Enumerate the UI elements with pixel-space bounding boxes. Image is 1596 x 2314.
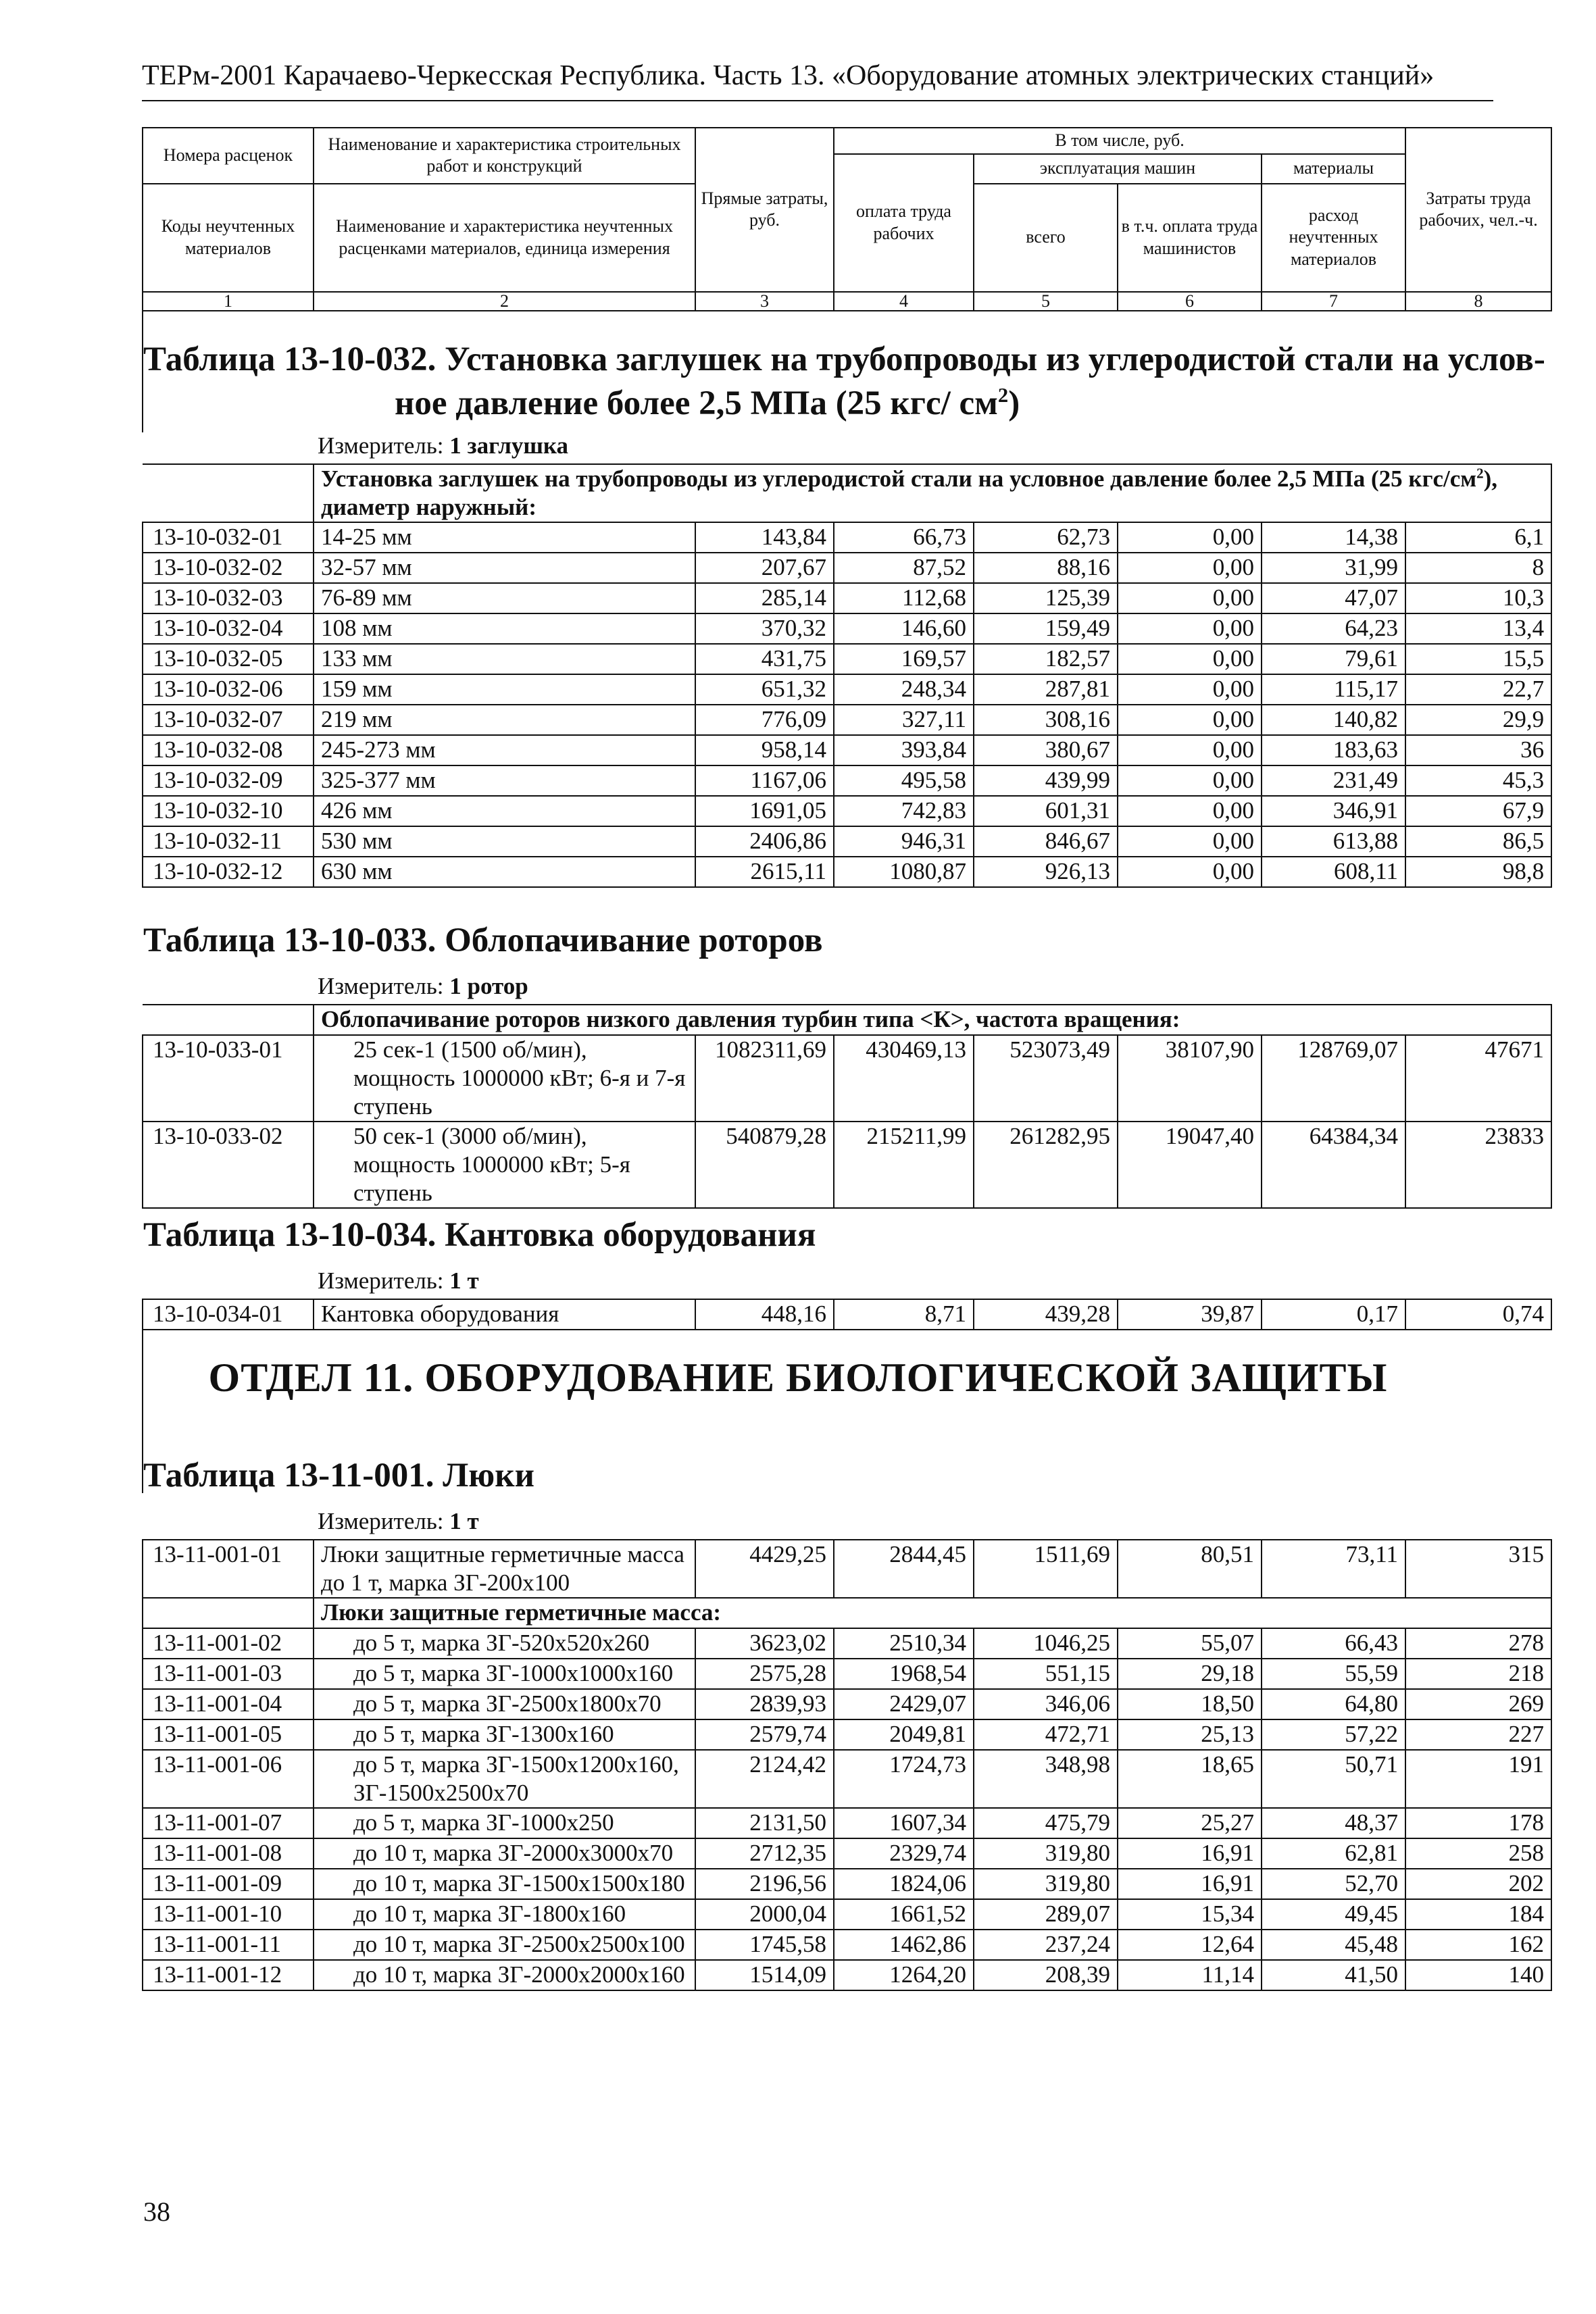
value-cell: 926,13 xyxy=(974,857,1118,887)
work-name: 219 мм xyxy=(314,705,695,735)
value-cell: 227 xyxy=(1405,1719,1551,1750)
col-number: 3 xyxy=(695,292,834,311)
value-cell: 846,67 xyxy=(974,826,1118,857)
value-cell: 16,91 xyxy=(1118,1869,1262,1899)
col-2-top: Наименование и характеристика строительных работ и конструкций xyxy=(314,128,695,184)
table-row xyxy=(143,705,1551,735)
col-number: 5 xyxy=(974,292,1118,311)
work-name: 14-25 мм xyxy=(314,522,695,553)
value-cell: 0,00 xyxy=(1118,583,1262,613)
value-cell: 0,00 xyxy=(1118,705,1262,735)
value-cell: 287,81 xyxy=(974,674,1118,705)
rate-code: 13-11-001-11 xyxy=(143,1930,314,1960)
table-row xyxy=(143,1299,1551,1330)
value-cell: 448,16 xyxy=(695,1299,834,1330)
value-cell: 1607,34 xyxy=(834,1808,974,1838)
value-cell: 0,00 xyxy=(1118,735,1262,765)
table-row xyxy=(143,857,1551,887)
rate-code: 13-10-032-12 xyxy=(143,857,314,887)
value-cell: 143,84 xyxy=(695,522,834,553)
value-cell: 0,00 xyxy=(1118,765,1262,796)
col-machines: эксплуатация машин xyxy=(974,154,1262,184)
header-rule xyxy=(142,100,1493,101)
rate-code: 13-10-032-07 xyxy=(143,705,314,735)
value-cell: 261282,95 xyxy=(974,1122,1118,1208)
value-cell: 1080,87 xyxy=(834,857,974,887)
page-header: ТЕРм-2001 Карачаево-Черкесская Республика. Часть 13. «Оборудование атомных электрических станций» xyxy=(142,60,1435,91)
work-name: до 5 т, марка ЗГ-1300х160 xyxy=(314,1719,695,1750)
value-cell: 393,84 xyxy=(834,735,974,765)
value-cell: 4429,25 xyxy=(695,1540,834,1598)
value-cell: 540879,28 xyxy=(695,1122,834,1208)
value-cell: 231,49 xyxy=(1262,765,1405,796)
value-cell: 601,31 xyxy=(974,796,1118,826)
work-name: 426 мм xyxy=(314,796,695,826)
table-row xyxy=(143,765,1551,796)
col-8: Затраты труда рабочих, чел.-ч. xyxy=(1405,128,1551,292)
col-2-bottom: Наименование и характеристика неучтенных расценками материалов, единица измерения xyxy=(314,184,695,292)
table-row xyxy=(143,1122,1551,1208)
table-row xyxy=(143,1540,1551,1598)
col-materials: материалы xyxy=(1262,154,1405,184)
value-cell: 22,7 xyxy=(1405,674,1551,705)
value-cell: 66,43 xyxy=(1262,1628,1405,1659)
table-row xyxy=(143,1838,1551,1869)
value-cell: 47671 xyxy=(1405,1035,1551,1122)
value-cell: 2712,35 xyxy=(695,1838,834,1869)
rate-code: 13-11-001-12 xyxy=(143,1960,314,1990)
value-cell: 248,34 xyxy=(834,674,974,705)
value-cell: 38107,90 xyxy=(1118,1035,1262,1122)
value-cell: 80,51 xyxy=(1118,1540,1262,1598)
value-cell: 178 xyxy=(1405,1808,1551,1838)
value-cell: 8,71 xyxy=(834,1299,974,1330)
col-1-top: Номера расценок xyxy=(143,128,314,184)
table-033-measure: Измеритель: 1 ротор xyxy=(318,973,528,999)
value-cell: 1724,73 xyxy=(834,1750,974,1808)
value-cell: 67,9 xyxy=(1405,796,1551,826)
rate-code: 13-11-001-03 xyxy=(143,1659,314,1689)
table-row xyxy=(143,1930,1551,1960)
value-cell: 98,8 xyxy=(1405,857,1551,887)
table-034 xyxy=(142,1299,1552,1330)
table-033-subhead: Облопачивание роторов низкого давления турбин типа <К>, частота вращения: xyxy=(314,1005,1551,1035)
work-name: до 5 т, марка ЗГ-2500х1800х70 xyxy=(314,1689,695,1719)
value-cell: 48,37 xyxy=(1262,1808,1405,1838)
table-row xyxy=(143,1808,1551,1838)
rate-code: 13-11-001-08 xyxy=(143,1838,314,1869)
value-cell: 776,09 xyxy=(695,705,834,735)
value-cell: 278 xyxy=(1405,1628,1551,1659)
table-row xyxy=(143,1598,1551,1628)
table-row xyxy=(143,1659,1551,1689)
work-name: до 10 т, марка ЗГ-1500х1500х180 xyxy=(314,1869,695,1899)
value-cell: 159,49 xyxy=(974,613,1118,644)
value-cell: 10,3 xyxy=(1405,583,1551,613)
value-cell: 14,38 xyxy=(1262,522,1405,553)
value-cell: 285,14 xyxy=(695,583,834,613)
col-7: расход неучтенных материалов xyxy=(1262,184,1405,292)
value-cell: 2575,28 xyxy=(695,1659,834,1689)
value-cell: 742,83 xyxy=(834,796,974,826)
value-cell: 208,39 xyxy=(974,1960,1118,1990)
value-cell: 15,34 xyxy=(1118,1899,1262,1930)
value-cell: 2131,50 xyxy=(695,1808,834,1838)
value-cell: 651,32 xyxy=(695,674,834,705)
table-row xyxy=(143,1899,1551,1930)
table-row xyxy=(143,613,1551,644)
work-name: 76-89 мм xyxy=(314,583,695,613)
value-cell: 1691,05 xyxy=(695,796,834,826)
table-row xyxy=(143,1628,1551,1659)
table-row xyxy=(143,1869,1551,1899)
table-001-subhead: Люки защитные герметичные масса: xyxy=(314,1598,1551,1628)
table-034-title: Таблица 13-10-034. Кантовка оборудования xyxy=(143,1216,816,1254)
value-cell: 207,67 xyxy=(695,553,834,583)
work-name: 245-273 мм xyxy=(314,735,695,765)
value-cell: 86,5 xyxy=(1405,826,1551,857)
value-cell: 315 xyxy=(1405,1540,1551,1598)
value-cell: 2429,07 xyxy=(834,1689,974,1719)
work-name: до 5 т, марка ЗГ-1000х1000х160 xyxy=(314,1659,695,1689)
value-cell: 218 xyxy=(1405,1659,1551,1689)
table-row xyxy=(143,1035,1551,1122)
value-cell: 0,74 xyxy=(1405,1299,1551,1330)
value-cell: 169,57 xyxy=(834,644,974,674)
value-cell: 25,13 xyxy=(1118,1719,1262,1750)
work-name: Кантовка оборудования xyxy=(314,1299,695,1330)
value-cell: 2000,04 xyxy=(695,1899,834,1930)
value-cell: 57,22 xyxy=(1262,1719,1405,1750)
work-name: 32-57 мм xyxy=(314,553,695,583)
col-6: в т.ч. оплата труда машинистов xyxy=(1118,184,1262,292)
col-number: 4 xyxy=(834,292,974,311)
value-cell: 258 xyxy=(1405,1838,1551,1869)
value-cell: 13,4 xyxy=(1405,613,1551,644)
table-row xyxy=(143,1719,1551,1750)
value-cell: 2124,42 xyxy=(695,1750,834,1808)
value-cell: 146,60 xyxy=(834,613,974,644)
table-032-title: Таблица 13-10-032. Установка заглушек на трубопроводы из углеродистой стали на услов- ное давление более 2,5 МПа (25 кгс/ $см^2$) xyxy=(143,341,1545,423)
value-cell: 269 xyxy=(1405,1689,1551,1719)
value-cell: 41,50 xyxy=(1262,1960,1405,1990)
value-cell: 39,87 xyxy=(1118,1299,1262,1330)
col-1-bottom: Коды неучтенных материалов xyxy=(143,184,314,292)
value-cell: 49,45 xyxy=(1262,1899,1405,1930)
value-cell: 184 xyxy=(1405,1899,1551,1930)
value-cell: 1082311,69 xyxy=(695,1035,834,1122)
table-001 xyxy=(142,1539,1552,1991)
rate-code: 13-10-033-02 xyxy=(143,1122,314,1208)
value-cell: 47,07 xyxy=(1262,583,1405,613)
value-cell: 1511,69 xyxy=(974,1540,1118,1598)
table-034-measure: Измеритель: 1 т xyxy=(318,1267,479,1294)
value-cell: 439,28 xyxy=(974,1299,1118,1330)
value-cell: 128769,07 xyxy=(1262,1035,1405,1122)
table-032 xyxy=(142,463,1552,888)
value-cell: 87,52 xyxy=(834,553,974,583)
value-cell: 140,82 xyxy=(1262,705,1405,735)
value-cell: 2049,81 xyxy=(834,1719,974,1750)
value-cell: 215211,99 xyxy=(834,1122,974,1208)
empty-cell xyxy=(143,1598,314,1628)
value-cell: 23833 xyxy=(1405,1122,1551,1208)
value-cell: 18,50 xyxy=(1118,1689,1262,1719)
value-cell: 319,80 xyxy=(974,1838,1118,1869)
rate-code: 13-10-032-10 xyxy=(143,796,314,826)
value-cell: 608,11 xyxy=(1262,857,1405,887)
column-header-table xyxy=(142,127,1552,311)
value-cell: 0,00 xyxy=(1118,522,1262,553)
rate-code: 13-10-032-04 xyxy=(143,613,314,644)
value-cell: 55,59 xyxy=(1262,1659,1405,1689)
value-cell: 125,39 xyxy=(974,583,1118,613)
value-cell: 6,1 xyxy=(1405,522,1551,553)
value-cell: 202 xyxy=(1405,1869,1551,1899)
rate-code: 13-10-032-09 xyxy=(143,765,314,796)
rate-code: 13-11-001-05 xyxy=(143,1719,314,1750)
value-cell: 45,48 xyxy=(1262,1930,1405,1960)
col-number: 6 xyxy=(1118,292,1262,311)
value-cell: 1514,09 xyxy=(695,1960,834,1990)
table-row xyxy=(143,583,1551,613)
value-cell: 55,07 xyxy=(1118,1628,1262,1659)
value-cell: 439,99 xyxy=(974,765,1118,796)
value-cell: 0,00 xyxy=(1118,644,1262,674)
table-032-measure: Измеритель: 1 заглушка xyxy=(318,432,569,459)
value-cell: 2406,86 xyxy=(695,826,834,857)
value-cell: 66,73 xyxy=(834,522,974,553)
value-cell: 88,16 xyxy=(974,553,1118,583)
value-cell: 431,75 xyxy=(695,644,834,674)
value-cell: 52,70 xyxy=(1262,1869,1405,1899)
value-cell: 29,18 xyxy=(1118,1659,1262,1689)
value-cell: 289,07 xyxy=(974,1899,1118,1930)
table-row xyxy=(143,522,1551,553)
section-title: ОТДЕЛ 11. ОБОРУДОВАНИЕ БИОЛОГИЧЕСКОЙ ЗАЩИТЫ xyxy=(208,1355,1388,1400)
value-cell: 1046,25 xyxy=(974,1628,1118,1659)
value-cell: 18,65 xyxy=(1118,1750,1262,1808)
value-cell: 2579,74 xyxy=(695,1719,834,1750)
value-cell: 946,31 xyxy=(834,826,974,857)
work-name: 25 сек-1 (1500 об/мин), мощность 1000000 кВт; 6-я и 7-я ступень xyxy=(314,1035,695,1122)
value-cell: 551,15 xyxy=(974,1659,1118,1689)
work-name: 530 мм xyxy=(314,826,695,857)
rate-code: 13-10-032-01 xyxy=(143,522,314,553)
value-cell: 1968,54 xyxy=(834,1659,974,1689)
value-cell: 1661,52 xyxy=(834,1899,974,1930)
value-cell: 183,63 xyxy=(1262,735,1405,765)
work-name: до 10 т, марка ЗГ-2500х2500х100 xyxy=(314,1930,695,1960)
value-cell: 613,88 xyxy=(1262,826,1405,857)
value-cell: 45,3 xyxy=(1405,765,1551,796)
value-cell: 19047,40 xyxy=(1118,1122,1262,1208)
col-number: 8 xyxy=(1405,292,1551,311)
work-name: Люки защитные герметичные масса до 1 т, марка ЗГ-200х100 xyxy=(314,1540,695,1598)
value-cell: 112,68 xyxy=(834,583,974,613)
col-3: Прямые затраты, руб. xyxy=(695,128,834,292)
table-row xyxy=(143,1750,1551,1808)
value-cell: 62,73 xyxy=(974,522,1118,553)
table-033-title: Таблица 13-10-033. Облопачивание роторов xyxy=(143,922,823,959)
value-cell: 430469,13 xyxy=(834,1035,974,1122)
value-cell: 15,5 xyxy=(1405,644,1551,674)
value-cell: 16,91 xyxy=(1118,1838,1262,1869)
rate-code: 13-10-033-01 xyxy=(143,1035,314,1122)
col-number: 7 xyxy=(1262,292,1405,311)
value-cell: 1264,20 xyxy=(834,1960,974,1990)
rate-code: 13-10-032-03 xyxy=(143,583,314,613)
value-cell: 348,98 xyxy=(974,1750,1118,1808)
value-cell: 1462,86 xyxy=(834,1930,974,1960)
value-cell: 0,17 xyxy=(1262,1299,1405,1330)
work-name: до 10 т, марка ЗГ-1800х160 xyxy=(314,1899,695,1930)
value-cell: 25,27 xyxy=(1118,1808,1262,1838)
value-cell: 64,80 xyxy=(1262,1689,1405,1719)
rate-code: 13-11-001-02 xyxy=(143,1628,314,1659)
value-cell: 162 xyxy=(1405,1930,1551,1960)
value-cell: 140 xyxy=(1405,1960,1551,1990)
value-cell: 1745,58 xyxy=(695,1930,834,1960)
table-row xyxy=(143,1960,1551,1990)
col-number: 1 xyxy=(143,292,314,311)
value-cell: 958,14 xyxy=(695,735,834,765)
col-5: всего xyxy=(974,184,1118,292)
work-name: до 10 т, марка ЗГ-2000х3000х70 xyxy=(314,1838,695,1869)
value-cell: 2196,56 xyxy=(695,1869,834,1899)
value-cell: 182,57 xyxy=(974,644,1118,674)
value-cell: 2844,45 xyxy=(834,1540,974,1598)
value-cell: 73,11 xyxy=(1262,1540,1405,1598)
value-cell: 327,11 xyxy=(834,705,974,735)
work-name: до 5 т, марка ЗГ-1500х1200х160, ЗГ-1500х2500х70 xyxy=(314,1750,695,1808)
value-cell: 8 xyxy=(1405,553,1551,583)
value-cell: 346,91 xyxy=(1262,796,1405,826)
rate-code: 13-11-001-09 xyxy=(143,1869,314,1899)
value-cell: 64,23 xyxy=(1262,613,1405,644)
value-cell: 191 xyxy=(1405,1750,1551,1808)
table-row xyxy=(143,1689,1551,1719)
value-cell: 346,06 xyxy=(974,1689,1118,1719)
value-cell: 0,00 xyxy=(1118,826,1262,857)
work-name: до 10 т, марка ЗГ-2000х2000х160 xyxy=(314,1960,695,1990)
work-name: 159 мм xyxy=(314,674,695,705)
rate-code: 13-11-001-07 xyxy=(143,1808,314,1838)
table-row xyxy=(143,644,1551,674)
value-cell: 1824,06 xyxy=(834,1869,974,1899)
value-cell: 475,79 xyxy=(974,1808,1118,1838)
rate-code: 13-10-032-05 xyxy=(143,644,314,674)
value-cell: 2839,93 xyxy=(695,1689,834,1719)
rate-code: 13-11-001-01 xyxy=(143,1540,314,1598)
col-in-total: В том числе, руб. xyxy=(834,128,1405,154)
value-cell: 308,16 xyxy=(974,705,1118,735)
work-name: 108 мм xyxy=(314,613,695,644)
value-cell: 50,71 xyxy=(1262,1750,1405,1808)
value-cell: 3623,02 xyxy=(695,1628,834,1659)
col-4: оплата труда рабочих xyxy=(834,154,974,292)
value-cell: 495,58 xyxy=(834,765,974,796)
rate-code: 13-10-032-08 xyxy=(143,735,314,765)
table-001-title: Таблица 13-11-001. Люки xyxy=(143,1457,535,1494)
table-row xyxy=(143,674,1551,705)
value-cell: 12,64 xyxy=(1118,1930,1262,1960)
rate-code: 13-10-032-06 xyxy=(143,674,314,705)
value-cell: 36 xyxy=(1405,735,1551,765)
col-number: 2 xyxy=(314,292,695,311)
value-cell: 1167,06 xyxy=(695,765,834,796)
value-cell: 0,00 xyxy=(1118,857,1262,887)
work-name: 630 мм xyxy=(314,857,695,887)
value-cell: 319,80 xyxy=(974,1869,1118,1899)
value-cell: 523073,49 xyxy=(974,1035,1118,1122)
value-cell: 11,14 xyxy=(1118,1960,1262,1990)
table-032-subhead: Установка заглушек на трубопроводы из углеродистой стали на условное давление более 2,5 МПа (25 кгс/$см^2$), диаметр наружный: xyxy=(314,464,1551,522)
table-row xyxy=(143,826,1551,857)
table-001-measure: Измеритель: 1 т xyxy=(318,1508,479,1534)
value-cell: 370,32 xyxy=(695,613,834,644)
value-cell: 29,9 xyxy=(1405,705,1551,735)
value-cell: 0,00 xyxy=(1118,796,1262,826)
value-cell: 115,17 xyxy=(1262,674,1405,705)
work-name: до 5 т, марка ЗГ-1000х250 xyxy=(314,1808,695,1838)
work-name: до 5 т, марка ЗГ-520х520х260 xyxy=(314,1628,695,1659)
work-name: 325-377 мм xyxy=(314,765,695,796)
rate-code: 13-10-034-01 xyxy=(143,1299,314,1330)
value-cell: 0,00 xyxy=(1118,674,1262,705)
value-cell: 2329,74 xyxy=(834,1838,974,1869)
value-cell: 2615,11 xyxy=(695,857,834,887)
value-cell: 0,00 xyxy=(1118,553,1262,583)
value-cell: 79,61 xyxy=(1262,644,1405,674)
value-cell: 0,00 xyxy=(1118,613,1262,644)
rate-code: 13-11-001-06 xyxy=(143,1750,314,1808)
rate-code: 13-11-001-04 xyxy=(143,1689,314,1719)
work-name: 133 мм xyxy=(314,644,695,674)
value-cell: 31,99 xyxy=(1262,553,1405,583)
value-cell: 64384,34 xyxy=(1262,1122,1405,1208)
value-cell: 2510,34 xyxy=(834,1628,974,1659)
value-cell: 472,71 xyxy=(974,1719,1118,1750)
value-cell: 237,24 xyxy=(974,1930,1118,1960)
value-cell: 62,81 xyxy=(1262,1838,1405,1869)
rate-code: 13-10-032-11 xyxy=(143,826,314,857)
table-row xyxy=(143,796,1551,826)
page-number: 38 xyxy=(143,2196,170,2227)
table-row xyxy=(143,735,1551,765)
rate-code: 13-11-001-10 xyxy=(143,1899,314,1930)
value-cell: 380,67 xyxy=(974,735,1118,765)
table-row xyxy=(143,553,1551,583)
rate-code: 13-10-032-02 xyxy=(143,553,314,583)
work-name: 50 сек-1 (3000 об/мин), мощность 1000000 кВт; 5-я ступень xyxy=(314,1122,695,1208)
table-033 xyxy=(142,1004,1552,1209)
